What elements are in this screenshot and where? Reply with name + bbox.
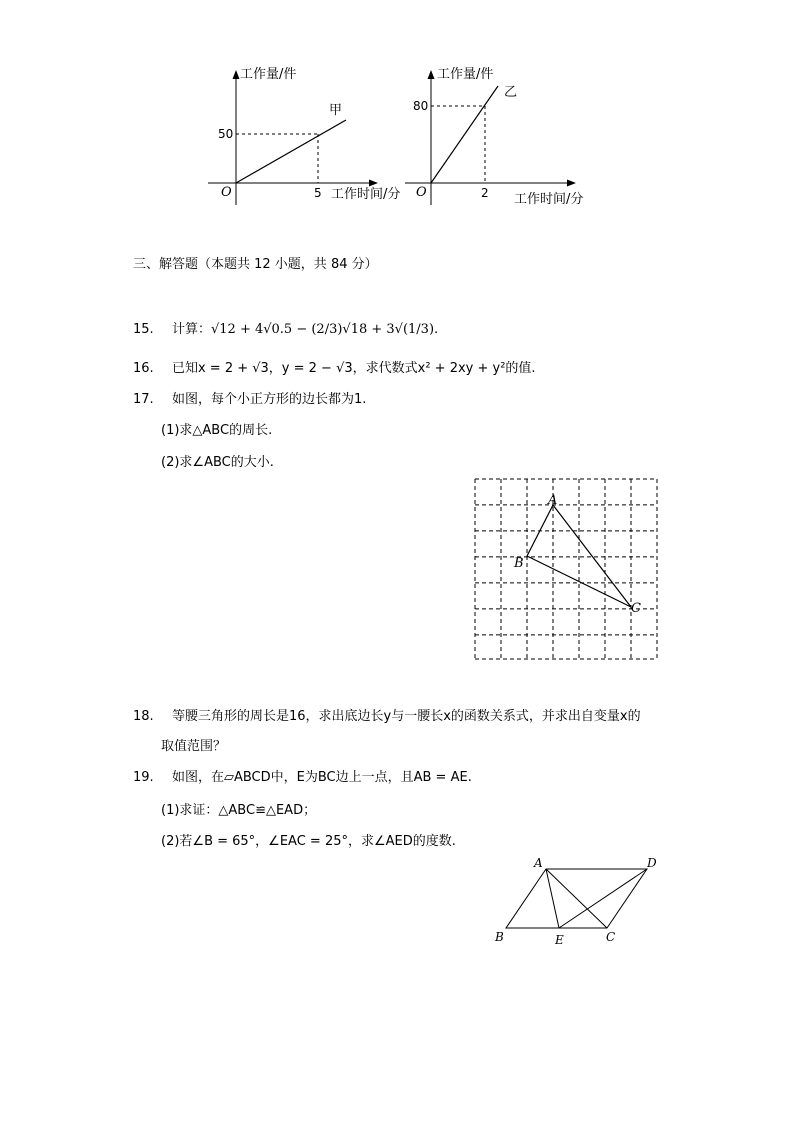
- q15-number: 15.: [133, 322, 154, 337]
- section-title: 三、解答题（本题共 12 小题，共 84 分）: [133, 257, 378, 272]
- q19-text: 如图，在▱ABCD中，E为BC边上一点，且AB = AE.: [171, 770, 472, 785]
- q19-label-c: C: [606, 930, 616, 944]
- graph-jia: [208, 67, 400, 205]
- q17-label-c: C: [631, 601, 641, 616]
- graph-left-y-tick: 50: [218, 127, 234, 141]
- graph-right-x-label: 工作时间/分: [514, 192, 584, 207]
- graph-left-y-label: 工作量/件: [240, 67, 297, 82]
- graph-right-x-tick: 2: [481, 186, 489, 200]
- q17-label-a: A: [548, 493, 558, 508]
- q15-expression: √12 + 4√0.5 − (2/3)√18 + 3√(1/3).: [210, 322, 439, 337]
- q19-parallelogram-figure: [490, 850, 670, 950]
- q19-number: 19.: [133, 770, 154, 785]
- question-18: [133, 705, 641, 724]
- q15-prefix: 计算：: [171, 322, 211, 337]
- q17-label-b: B: [514, 556, 524, 571]
- q16-number: 16.: [133, 361, 154, 376]
- graph-left-x-label: 工作时间/分: [331, 187, 401, 202]
- q19-part1: (1)求证：△ABC≌△EAD；: [161, 803, 317, 818]
- graph-yi: [405, 67, 583, 207]
- work-graphs: [0, 0, 794, 230]
- q19-label-b: B: [495, 930, 504, 944]
- question-17: [133, 388, 366, 407]
- q18-line1: 等腰三角形的周长是16，求出底边长y与一腰长x的函数关系式，并求出自变量x的: [171, 709, 641, 724]
- q19-label-d: D: [647, 856, 657, 870]
- q17-part2: (2)求∠ABC的大小.: [161, 455, 274, 470]
- graph-left-x-tick: 5: [314, 186, 322, 200]
- q17-text: 如图，每个小正方形的边长都为1.: [171, 392, 367, 407]
- graph-right-origin: O: [416, 185, 427, 200]
- q19-label-e: E: [555, 933, 564, 947]
- question-19: [133, 766, 472, 785]
- q17-grid-figure: [470, 474, 662, 664]
- q19-label-a: A: [534, 856, 543, 870]
- q19-part2: (2)若∠B = 65°，∠EAC = 25°，求∠AED的度数.: [161, 834, 456, 849]
- graph-left-origin: O: [221, 185, 232, 200]
- question-16: [133, 357, 536, 376]
- graph-left-line-label: 甲: [329, 103, 343, 118]
- q17-number: 17.: [133, 392, 154, 407]
- q16-text: 已知x = 2 + √3，y = 2 − √3，求代数式x² + 2xy + y²的值.: [171, 361, 536, 376]
- q18-number: 18.: [133, 709, 154, 724]
- graph-right-y-label: 工作量/件: [437, 67, 494, 82]
- graph-right-line-label: 乙: [504, 85, 518, 100]
- q17-part1: (1)求△ABC的周长.: [161, 423, 273, 438]
- q18-line2: 取值范围？: [161, 739, 227, 754]
- question-15: [133, 318, 438, 337]
- graph-right-y-tick: 80: [413, 99, 429, 113]
